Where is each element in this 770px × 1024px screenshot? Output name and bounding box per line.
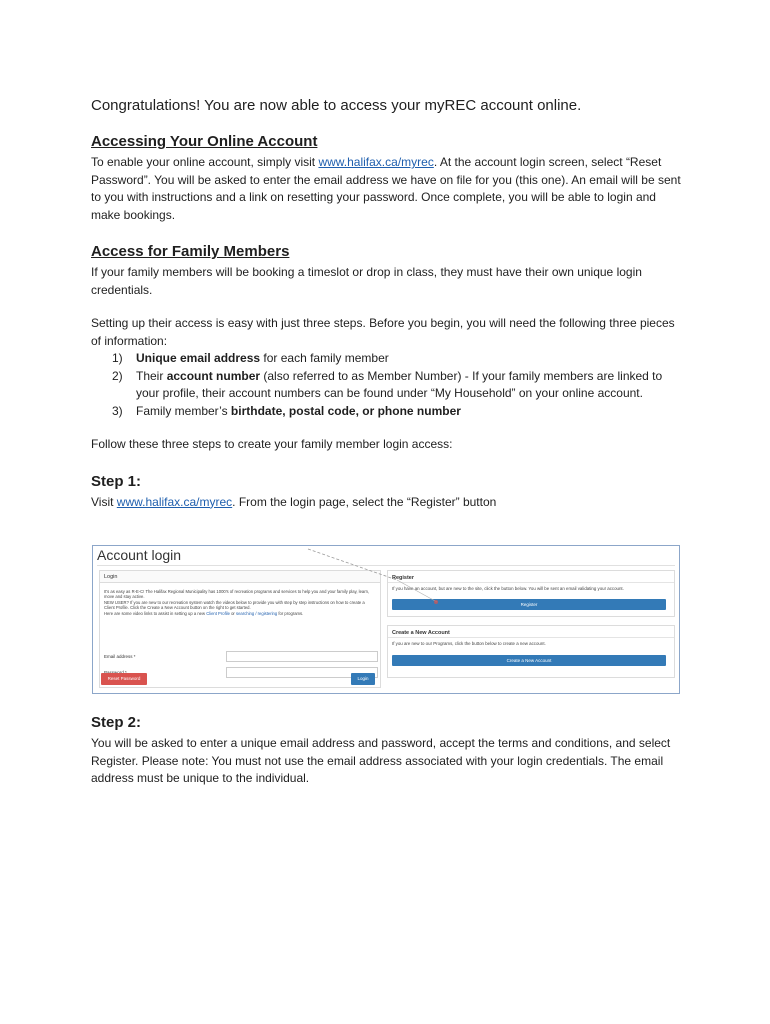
- list-item: 1) Unique email address for each family member: [112, 351, 389, 365]
- family-heading: Access for Family Members: [91, 243, 290, 260]
- myrec-link[interactable]: www.halifax.ca/myrec: [318, 155, 434, 169]
- login-button[interactable]: Login: [351, 673, 375, 685]
- new-account-text: If you are new to our Programs, click the button below to create a new account.: [392, 641, 546, 646]
- step2-paragraph: You will be asked to enter a unique email address and password, accept the terms and conditions, and select Register. Please note: You must not use the email address associated with your login credentials. The email address must be unique to the individual.: [91, 736, 671, 785]
- list-item: 2) Their account number (also referred to as Member Number) - If your family members are linked to your profile, their account numbers can be found under “My Household” on your online account.: [112, 368, 663, 400]
- login-panel-header: Login: [100, 571, 380, 583]
- reset-password-button[interactable]: Reset Password: [101, 673, 147, 685]
- new-account-header: Create a New Account: [388, 626, 674, 638]
- pointer-arrow-icon: [93, 546, 680, 694]
- login-panel-text: It's as easy as R-E-C! The Halifax Regional Municipality has 1000's of recreation programs and services to help you and your family play, learn, move and stay active. NEW USER? If you are new to our recreation system watch the videos below to provide you with step by step instructions on how to create a Client Profile. Click the Create a New Account button on the right to get started. Here are some video links to assist in setting up a new Client Profile or searching / registering for programs.: [104, 589, 370, 616]
- intro-text: Congratulations! You are now able to access your myREC account online.: [91, 97, 582, 114]
- step1-paragraph: Visit www.halifax.ca/myrec. From the login page, select the “Register” button: [91, 494, 497, 509]
- step1-heading: Step 1:: [91, 472, 142, 490]
- account-login-screenshot: [92, 545, 680, 694]
- account-heading: Accessing Your Online Account: [91, 133, 318, 150]
- register-button[interactable]: Register: [392, 599, 666, 610]
- screenshot-title: Account login: [97, 547, 182, 563]
- myrec-link[interactable]: www.halifax.ca/myrec: [116, 494, 233, 509]
- family-paragraph-3: Follow these three steps to create your family member login access:: [91, 437, 453, 451]
- create-account-button[interactable]: Create a New Account: [392, 655, 666, 666]
- step2-heading: Step 2:: [91, 714, 142, 731]
- register-text: If you have an account, but are new to the site, click the button below. You will be sent an email validating your account.: [392, 586, 624, 591]
- step2-section: [91, 713, 681, 788]
- family-paragraph-1: If your family members will be booking a timeslot or drop in class, they must have their own unique login credentials.: [91, 265, 642, 297]
- email-label: Email address *: [104, 654, 136, 659]
- document: [91, 96, 681, 511]
- family-paragraph-2: Setting up their access is easy with just three steps. Before you begin, you will need the following three pieces of information:: [91, 316, 675, 348]
- list-item: 3) Family member’s birthdate, postal code, or phone number: [112, 403, 461, 418]
- register-header: Register: [388, 571, 674, 583]
- requirements-list: [91, 350, 681, 420]
- account-paragraph: To enable your online account, simply visit www.halifax.ca/myrec. At the account login screen, select “Reset Password”. You will be asked to enter the email address we have on file for you (this one). An email will be sent to you with instructions and a link on resetting your password. Once complete, you will be able to login and make bookings.: [91, 155, 681, 222]
